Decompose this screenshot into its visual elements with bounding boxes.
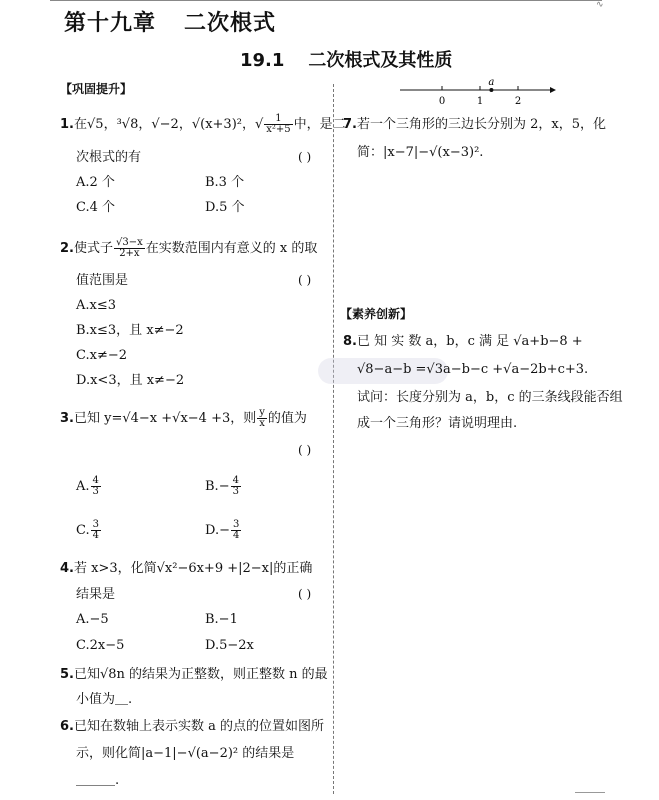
q3-option-d bbox=[205, 520, 242, 541]
q1-option-c: C.4 个 bbox=[76, 200, 116, 215]
q3-option-c bbox=[76, 520, 102, 541]
tick-label-2: 2 bbox=[514, 96, 522, 107]
q8-number: 8. bbox=[343, 334, 357, 349]
chapter-title: 二次根式 bbox=[184, 11, 277, 36]
q8-line3: 试问：长度分别为 a，b，c 的三条线段能否组 bbox=[357, 390, 623, 405]
q3-fraction bbox=[257, 408, 267, 429]
section-number: 19.1 bbox=[240, 50, 285, 71]
q3-a-den: 3 bbox=[92, 486, 99, 497]
q1-frac-den: x²+5 bbox=[266, 124, 291, 135]
q6-line2: 示，则化简|a−1|−√(a−2)² 的结果是 bbox=[76, 746, 295, 761]
q4-line1 bbox=[60, 561, 312, 577]
q1-frac-num: 1 bbox=[264, 114, 292, 125]
tick-label-0: 0 bbox=[438, 96, 446, 107]
q3-b-frac bbox=[231, 476, 241, 497]
q3-c-den: 4 bbox=[92, 530, 99, 541]
q2-answer-paren: ( ) bbox=[298, 273, 312, 287]
q1-option-b: B.3 个 bbox=[205, 175, 245, 190]
point-a-label: a bbox=[488, 78, 495, 88]
q6-number: 6. bbox=[60, 719, 74, 734]
number-line-arrow bbox=[550, 87, 556, 93]
q5-line1 bbox=[60, 667, 328, 683]
q2-fraction bbox=[114, 238, 145, 259]
q1-number: 1. bbox=[60, 117, 74, 132]
q8-line2: √8−a−b =√3a−b−c +√a−2b+c+3. bbox=[357, 362, 589, 377]
q1-option-a: A.2 个 bbox=[76, 175, 115, 190]
q1-fraction bbox=[264, 114, 292, 135]
section-heading bbox=[240, 46, 452, 72]
q4-line2: 结果是 bbox=[76, 587, 116, 602]
q3-frac-num: y bbox=[259, 407, 265, 418]
q3-a-num: 4 bbox=[92, 475, 99, 486]
q3-a-label: A. bbox=[76, 479, 90, 494]
q3-a-frac bbox=[91, 476, 101, 497]
q6-text: 已知在数轴上表示实数 a 的点的位置如图所 bbox=[73, 719, 324, 734]
q7-text: 若一个三角形的三边长分别为 2，x，5，化 bbox=[356, 117, 606, 132]
q3-d-sign: − bbox=[219, 523, 230, 538]
q4-answer-paren: ( ) bbox=[298, 587, 312, 601]
tag-consolidate: 【巩固提升】 bbox=[60, 82, 133, 96]
q3-c-num: 3 bbox=[92, 519, 99, 530]
q2-option-d: D.x<3，且 x≠−2 bbox=[76, 373, 185, 388]
q5-text: 已知√8n 的结果为正整数，则正整数 n 的最 bbox=[73, 667, 328, 682]
q3-d-label: D. bbox=[205, 523, 220, 538]
q2-option-a: A.x≤3 bbox=[76, 298, 117, 313]
chapter-number: 第十九章 bbox=[64, 11, 157, 36]
q1-rad-2: ³√8 bbox=[116, 117, 139, 132]
top-rule bbox=[50, 0, 602, 1]
q2-frac-den: 2+x bbox=[119, 248, 140, 259]
q5-number: 5. bbox=[60, 667, 74, 682]
q1-answer-paren: ( ) bbox=[298, 150, 312, 164]
q1-option-d: D.5 个 bbox=[205, 200, 245, 215]
q2-number: 2. bbox=[60, 241, 74, 256]
q3-d-frac bbox=[231, 520, 241, 541]
q2-prefix: 使式子 bbox=[73, 241, 113, 256]
q2-line1 bbox=[60, 238, 317, 259]
q1-line1: 1.在√5，³√8，√−2，√(x+3)²，√ $\frac{1}{\text{x²+5}}$ 中，是二 bbox=[60, 113, 346, 135]
q4-option-b: B.−1 bbox=[205, 612, 238, 627]
q3-c-label: C. bbox=[76, 523, 90, 538]
q3-c-frac bbox=[91, 520, 101, 541]
q8-line1 bbox=[343, 334, 583, 350]
q4-option-a: A.−5 bbox=[76, 612, 109, 627]
q4-number: 4. bbox=[60, 561, 74, 576]
q7-line2: 简：|x−7|−√(x−3)². bbox=[357, 145, 484, 160]
q3-suffix: 的值为 bbox=[267, 411, 307, 426]
q6-line1 bbox=[60, 719, 324, 735]
q7-number: 7. bbox=[343, 117, 357, 132]
q3-b-den: 3 bbox=[232, 486, 239, 497]
q8-line4: 成一个三角形？请说明理由. bbox=[357, 416, 518, 431]
q1-rad-4: √(x+3)² bbox=[191, 117, 242, 132]
q1-rad-3: √−2 bbox=[151, 117, 179, 132]
q3-b-sign: − bbox=[218, 479, 230, 494]
chapter-heading bbox=[64, 6, 276, 37]
section-title: 二次根式及其性质 bbox=[308, 50, 453, 71]
bottom-mark bbox=[575, 792, 605, 797]
q4-option-c: C.2x−5 bbox=[76, 638, 125, 653]
corner-mark: ∿ bbox=[596, 0, 604, 10]
q3-d-num: 3 bbox=[233, 519, 240, 530]
q3-b-label: B. bbox=[205, 479, 219, 494]
q2-frac-num: √3−x bbox=[116, 237, 143, 248]
q3-text: 已知 y=√4−x +√x−4 +3，则 bbox=[73, 411, 257, 426]
q1-line2: 次根式的有 bbox=[76, 150, 142, 165]
column-divider bbox=[333, 84, 334, 794]
q3-line1 bbox=[60, 408, 307, 429]
q3-d-den: 4 bbox=[233, 530, 240, 541]
q1-suffix: 中，是二 bbox=[293, 117, 346, 132]
tag-innovate: 【素养创新】 bbox=[340, 307, 413, 321]
q2-option-c: C.x≠−2 bbox=[76, 348, 128, 363]
q3-option-b bbox=[205, 476, 242, 497]
q2-option-b: B.x≤3，且 x≠−2 bbox=[76, 323, 184, 338]
q4-text: 若 x>3，化简√x²−6x+9 +|2−x|的正确 bbox=[73, 561, 313, 576]
q3-b-num: 4 bbox=[232, 475, 239, 486]
q8-text: 已 知 实 数 a，b，c 满 足 √a+b−8 + bbox=[356, 334, 583, 349]
q4-option-d: D.5−2x bbox=[205, 638, 254, 653]
q1-prefix: 在 bbox=[73, 117, 87, 132]
q2-line2: 值范围是 bbox=[76, 273, 129, 288]
q7-line1 bbox=[343, 117, 606, 133]
q2-suffix: 在实数范围内有意义的 x 的取 bbox=[145, 241, 318, 256]
q3-number: 3. bbox=[60, 411, 74, 426]
number-line-figure bbox=[400, 78, 560, 108]
q1-rad-1: √5 bbox=[87, 117, 104, 132]
tick-label-1: 1 bbox=[476, 96, 484, 107]
q3-option-a bbox=[76, 476, 102, 497]
point-a bbox=[489, 88, 493, 92]
q3-answer-paren: ( ) bbox=[298, 443, 312, 457]
q5-line2: 小值为＿. bbox=[76, 692, 133, 707]
q3-frac-den: x bbox=[259, 418, 265, 429]
q6-line3: ＿＿＿. bbox=[76, 773, 120, 788]
